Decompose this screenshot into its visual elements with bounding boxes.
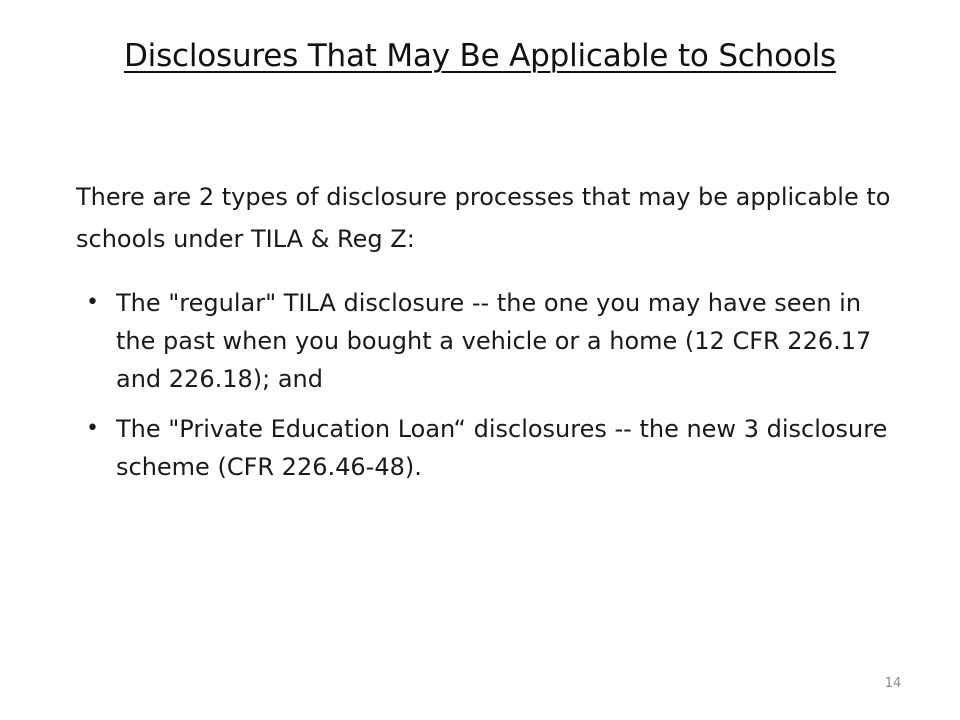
intro-paragraph: There are 2 types of disclosure processes that may be applicable to schools under TILA & Reg Z: bbox=[76, 183, 891, 253]
bullet-marker-icon: • bbox=[86, 290, 99, 315]
bullet-marker-icon: • bbox=[86, 416, 99, 441]
slide-title: Disclosures That May Be Applicable to Schools bbox=[123, 38, 836, 74]
bullet-text: The "Private Education Loan“ disclosures -- the new 3 disclosure scheme (CFR 226.46-48). bbox=[116, 415, 888, 481]
bullet-item-regular-disclosure bbox=[76, 284, 906, 398]
bullet-text: The "regular" TILA disclosure -- the one you may have seen in the past when you bought a vehicle or a home (12 CFR 226.17 and 226.18); and bbox=[116, 289, 872, 393]
page-number: 14 bbox=[884, 676, 902, 691]
bullet-list bbox=[76, 284, 906, 498]
bullet-item-private-education-loan bbox=[76, 410, 906, 486]
